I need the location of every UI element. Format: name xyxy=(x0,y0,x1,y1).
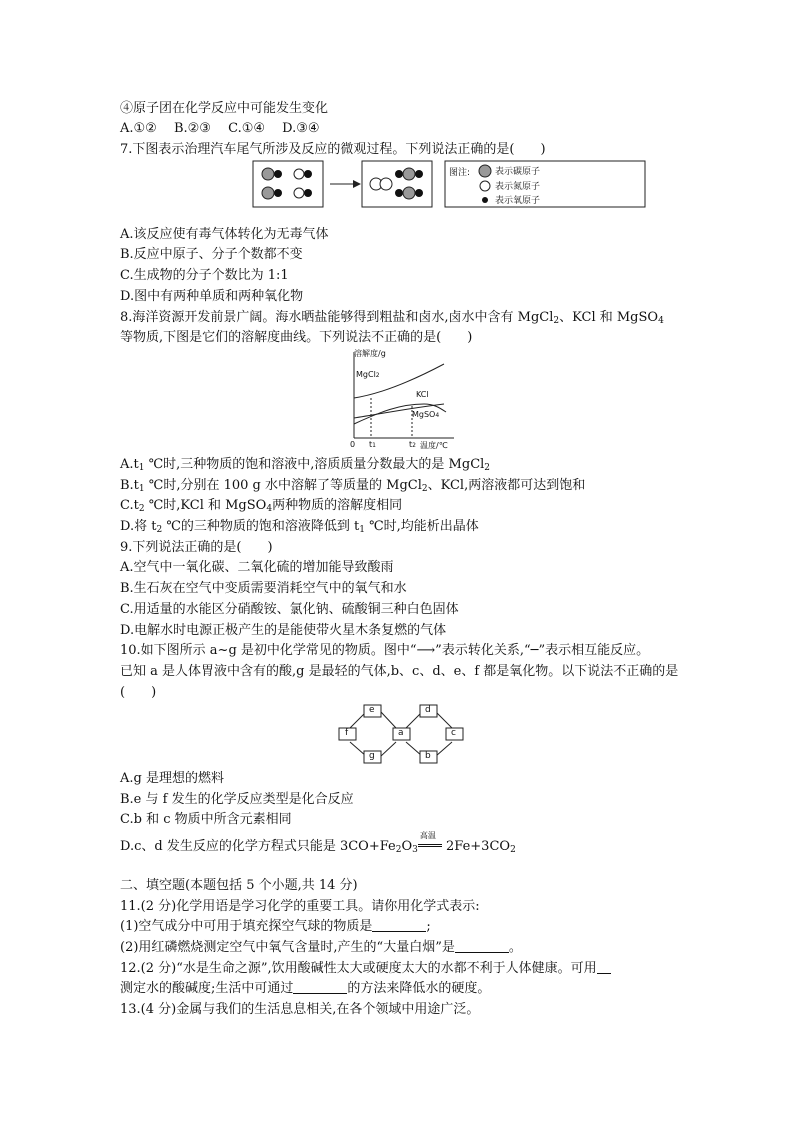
node-g: g xyxy=(369,751,375,761)
statement-4: ④原子团在化学反应中可能发生变化 xyxy=(120,101,329,116)
legend-title: 图注: xyxy=(449,168,471,178)
reactants-box xyxy=(253,161,323,207)
q9-option-d: D.电解水时电源正极产生的是能使带火星木条复燃的气体 xyxy=(120,623,447,638)
question-8-line2: 等物质,下图是它们的溶解度曲线。下列说法不正确的是( ) xyxy=(120,330,473,345)
question-11-part1: (1)空气成分中可用于填充探空气球的物质是 ; xyxy=(120,919,431,934)
carbon-atom-icon xyxy=(403,187,415,199)
q9-option-c: C.用适量的水能区分硝酸铵、氯化钠、硫酸铜三种白色固体 xyxy=(120,602,459,617)
oxygen-atom-icon xyxy=(274,170,282,178)
question-12-line1: 12.(2 分)“水是生命之源”,饮用酸碱性太大或硬度太大的水都不利于人体健康。可用 xyxy=(120,960,611,978)
high-temp-condition: 高温 xyxy=(418,838,442,850)
q8-option-b: $B.t_1$ ℃时,分别在 100 g 水中溶解了等质量的 MgCl$_2$、KCl,两溶液都可达到饱和 xyxy=(120,478,586,494)
answer-blank[interactable] xyxy=(455,940,509,953)
legend-carbon-label: 表示碳原子 xyxy=(495,167,541,177)
q10-option-d: D.c、d 发生反应的化学方程式只能是 $3CO+Fe_2O_3$ 高温 $2Fe+3CO_2$ xyxy=(120,831,516,855)
question-10-line1: 10.如下图所示 a~g 是初中化学常见的物质。图中“⟶”表示转化关系,“─”表示相互能反应。 xyxy=(120,643,650,658)
q7-option-c: C.生成物的分子个数比为 1:1 xyxy=(120,268,289,283)
oxygen-atom-icon xyxy=(482,197,488,203)
nitrogen-atom-icon xyxy=(294,169,304,179)
node-a: a xyxy=(398,728,404,738)
t1-label: t1 xyxy=(369,440,376,449)
oxygen-atom-icon xyxy=(415,189,423,197)
q10-option-b: B.e 与 f 发生的化学反应类型是化合反应 xyxy=(120,792,354,807)
mgcl2-label: MgCl2 xyxy=(356,370,380,379)
oxygen-atom-icon xyxy=(395,189,403,197)
oxygen-atom-icon xyxy=(395,170,403,178)
e-a-line xyxy=(381,712,396,728)
t2-label: t2 xyxy=(409,440,416,449)
answer-blank[interactable] xyxy=(293,981,347,994)
q8-option-d: D.将 $t_2$ ℃的三种物质的饱和溶液降低到 $t_1$ ℃时,均能析出晶体 xyxy=(120,519,479,535)
legend-oxygen-label: 表示氧原子 xyxy=(495,196,541,206)
q7-option-d: D.图中有两种单质和两种氧化物 xyxy=(120,289,304,304)
q8-option-a: $A.t_1$ ℃时,三种物质的饱和溶液中,溶质质量分数最大的是 MgCl$_2$ xyxy=(120,457,491,473)
question-11-part2: (2)用红磷燃烧测定空气中氧气含量时,产生的“大量白烟”是 。 xyxy=(120,940,522,955)
question-10-line3: ( ) xyxy=(120,685,157,700)
oxygen-atom-icon xyxy=(304,189,312,197)
question-10-line2: 已知 a 是人体胃液中含有的酸,g 是最轻的气体,b、c、d、e、f 都是氧化物。以下说法不正确的是 xyxy=(120,664,679,679)
node-e: e xyxy=(369,705,375,715)
question-12-line2: 测定水的酸碱度;生活中可通过 的方法来降低水的硬度。 xyxy=(120,981,491,996)
question-13: 13.(4 分)金属与我们的生活息息相关,在各个领域中用途广泛。 xyxy=(120,1002,480,1017)
d-c-line xyxy=(436,712,452,728)
q10-option-a: A.g 是理想的燃料 xyxy=(120,771,224,786)
question-7: 7.下图表示治理汽车尾气所涉及反应的微观过程。下列说法正确的是( ) xyxy=(120,142,546,157)
b-c-line xyxy=(436,742,452,756)
question-11: 11.(2 分)化学用语是学习化学的重要工具。请你用化学式表示: xyxy=(120,899,480,914)
substance-relation-figure xyxy=(336,702,470,766)
oxygen-atom-icon xyxy=(274,189,282,197)
carbon-atom-icon xyxy=(262,187,274,199)
nitrogen-atom-icon xyxy=(480,181,490,191)
node-b: b xyxy=(425,751,431,761)
legend-box xyxy=(445,161,645,207)
legend-nitrogen-label: 表示氮原子 xyxy=(495,182,541,192)
nitrogen-atom-icon xyxy=(380,178,392,190)
question-8-line1: 8.海洋资源开发前景广阔。海水晒盐能够得到粗盐和卤水,卤水中含有 MgCl$_2$、KCl 和 MgSO$_4$ xyxy=(120,310,664,326)
oxygen-atom-icon xyxy=(415,170,423,178)
solubility-curve-figure xyxy=(340,346,470,450)
kcl-label: KCl xyxy=(416,390,429,399)
oxygen-atom-icon xyxy=(304,170,312,178)
q7-option-a: A.该反应使有毒气体转化为无毒气体 xyxy=(120,227,329,242)
nitrogen-atom-icon xyxy=(294,188,304,198)
question-9: 9.下列说法正确的是( ) xyxy=(120,540,273,555)
origin-label: 0 xyxy=(350,440,356,449)
node-f: f xyxy=(345,728,349,738)
q8-option-c: $C.t_2$ ℃时,KCl 和 MgSO$_4$两种物质的溶解度相同 xyxy=(120,498,403,514)
q9-option-b: B.生石灰在空气中变质需要消耗空气中的氧气和水 xyxy=(120,581,407,596)
q10-option-c: C.b 和 c 物质中所含元素相同 xyxy=(120,812,292,827)
section-2-heading: 二、填空题(本题包括 5 个小题,共 14 分) xyxy=(120,878,358,893)
node-c: c xyxy=(451,728,456,738)
node-d: d xyxy=(425,705,431,715)
carbon-atom-icon xyxy=(262,168,274,180)
g-a-line xyxy=(381,742,396,756)
options-line: A.①② B.②③ C.①④ D.③④ xyxy=(120,121,320,136)
answer-blank[interactable] xyxy=(597,961,611,974)
x-axis-label: 温度/℃ xyxy=(420,441,448,450)
mgso4-label: MgSO4 xyxy=(412,410,440,419)
solubility-curve-svg xyxy=(340,346,470,450)
reaction-micro-figure xyxy=(252,160,647,208)
carbon-atom-icon xyxy=(479,165,491,177)
q9-option-a: A.空气中一氧化碳、二氧化硫的增加能导致酸雨 xyxy=(120,560,394,575)
carbon-atom-icon xyxy=(403,168,415,180)
y-axis-label: 溶解度/g xyxy=(354,349,386,358)
answer-blank[interactable] xyxy=(372,919,426,932)
q7-option-b: B.反应中原子、分子个数都不变 xyxy=(120,247,303,262)
